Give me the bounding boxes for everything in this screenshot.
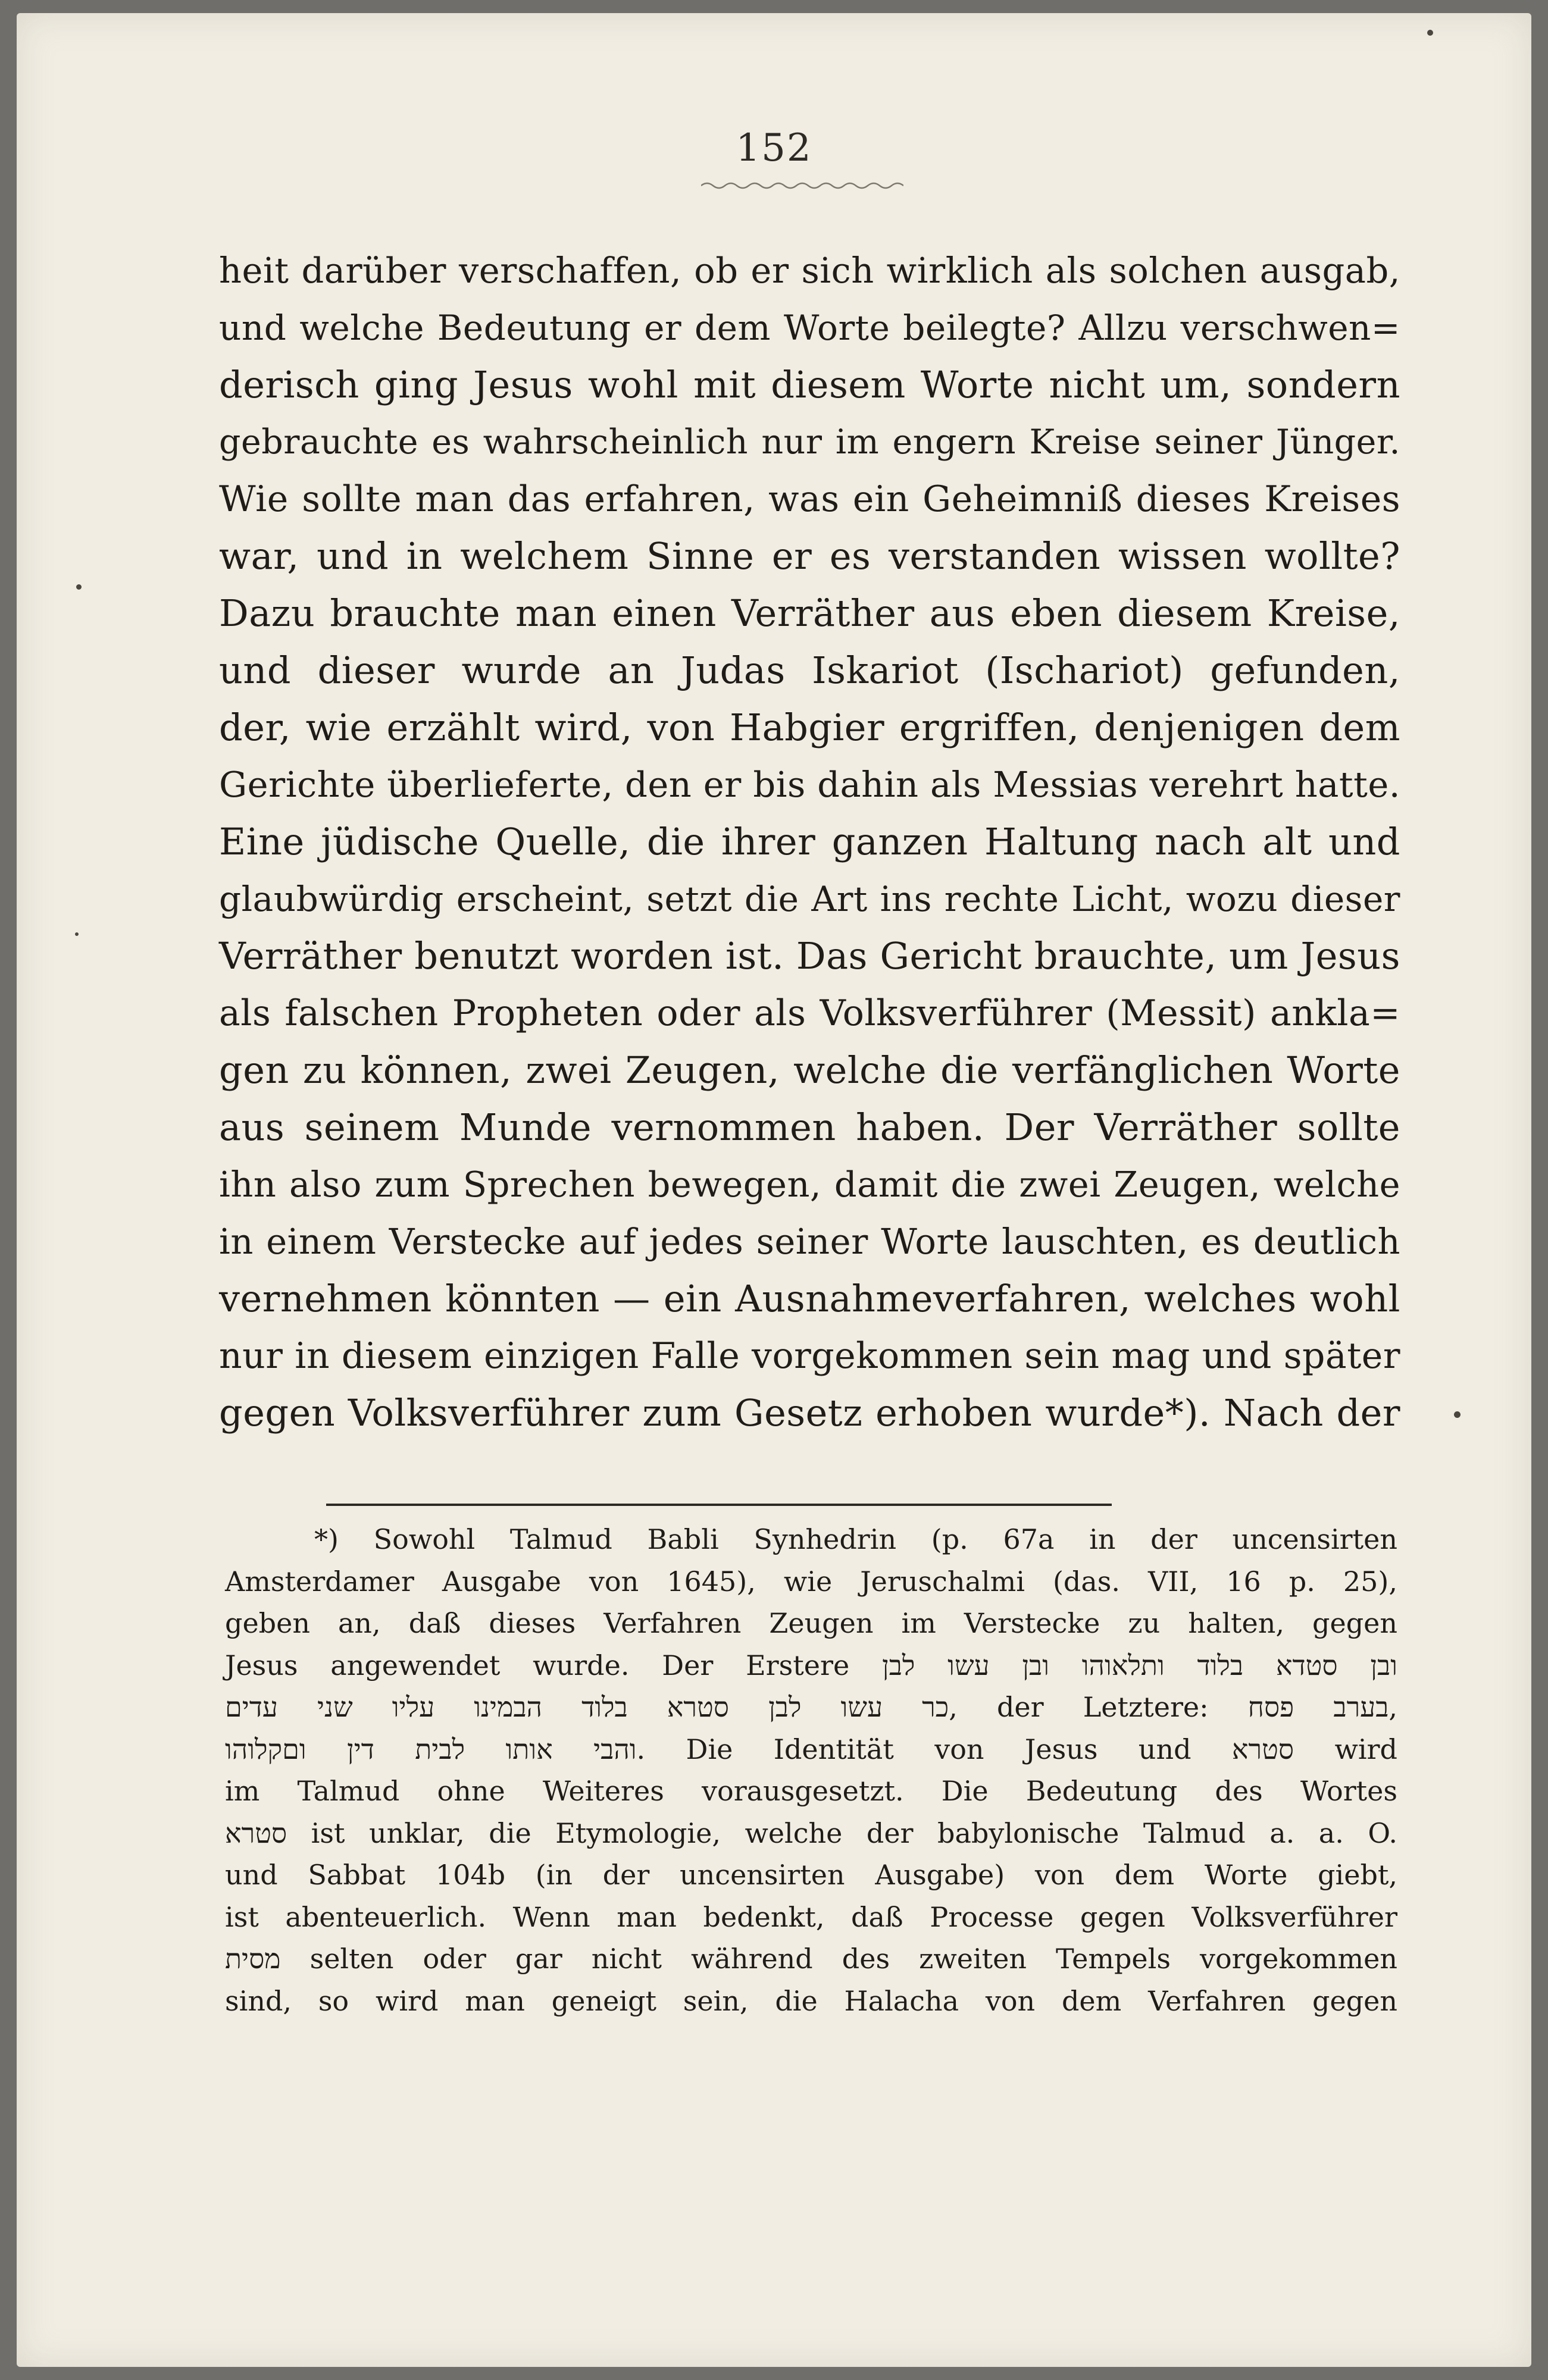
- text-line: ihn also zum Sprechen bewegen, damit die zwei Zeugen, welche: [219, 1164, 1400, 1205]
- text-line: aus seinem Munde vernommen haben. Der Verräther sollte: [219, 1106, 1400, 1149]
- footnote-line: und Sabbat 104b (in der uncensirten Ausgabe) von dem Worte giebt,: [225, 1859, 1397, 1891]
- footnote-line: Jesus angewendet wurde. Der Erstere ובן סטדא בלוד ותלאוהו ובן עשו לבן: [225, 1649, 1397, 1681]
- text-line: der, wie erzählt wird, von Habgier ergriffen, denjenigen dem: [219, 706, 1400, 749]
- text-line: gen zu können, zwei Zeugen, welche die verfänglichen Worte: [219, 1048, 1400, 1092]
- paper-speck: [75, 932, 79, 936]
- text-line: vernehmen könnten — ein Ausnahmeverfahren, welches wohl: [219, 1277, 1400, 1320]
- paper-speck: [1454, 1411, 1461, 1418]
- footnote-line: geben an, daß dieses Verfahren Zeugen im Verstecke zu halten, gegen: [225, 1607, 1397, 1639]
- text-line: und welche Bedeutung er dem Worte beilegte? Allzu verschwen=: [219, 308, 1400, 348]
- text-line: Verräther benutzt worden ist. Das Gericht brauchte, um Jesus: [219, 934, 1400, 978]
- paper-speck: [76, 584, 82, 590]
- text-line: war, und in welchem Sinne er es verstanden wissen wollte?: [219, 534, 1400, 578]
- paper-speck: [1427, 30, 1433, 36]
- footnote-divider: [326, 1504, 1112, 1506]
- book-page: [17, 13, 1531, 2367]
- text-line: derisch ging Jesus wohl mit diesem Worte nicht um, sondern: [219, 363, 1400, 406]
- decorative-ornament: [701, 178, 903, 193]
- footnote-line: מסית selten oder gar nicht während des zweiten Tempels vorgekommen: [225, 1943, 1397, 1975]
- text-line: Gerichte überlieferte, den er bis dahin als Messias verehrt hatte.: [219, 764, 1400, 805]
- text-line: Eine jüdische Quelle, die ihrer ganzen Haltung nach alt und: [219, 820, 1400, 863]
- text-line: in einem Verstecke auf jedes seiner Worte lauschten, es deutlich: [219, 1221, 1400, 1262]
- text-line: als falschen Propheten oder als Volksverführer (Messit) ankla=: [219, 992, 1400, 1034]
- footnote-line: ist abenteuerlich. Wenn man bedenkt, daß Processe gegen Volksverführer: [225, 1900, 1397, 1933]
- text-line: glaubwürdig erscheint, setzt die Art ins rechte Licht, wozu dieser: [219, 879, 1400, 919]
- footnote-line: sind, so wird man geneigt sein, die Halacha von dem Verfahren gegen: [225, 1984, 1397, 2017]
- page-number: 152: [736, 126, 812, 170]
- text-line: Wie sollte man das erfahren, was ein Geheimniß dieses Kreises: [219, 478, 1400, 520]
- footnote-line: כר עשו לבן סטרא בלוד הבמינו עליו שני עדים, der Letztere: בערב פסח,: [225, 1691, 1397, 1723]
- text-line: heit darüber verschaffen, ob er sich wirklich als solchen ausgab,: [219, 250, 1400, 291]
- footnote: [225, 1518, 1397, 2022]
- footnote-line: סטרא ist unklar, die Etymologie, welche der babylonische Talmud a. a. O.: [225, 1817, 1397, 1849]
- text-line: gegen Volksverführer zum Gesetz erhoben wurde*). Nach der: [219, 1391, 1400, 1435]
- main-text: [219, 242, 1400, 1442]
- text-line: nur in diesem einzigen Falle vorgekommen sein mag und später: [219, 1335, 1400, 1377]
- footnote-line: Amsterdamer Ausgabe von 1645), wie Jeruschalmi (das. VII, 16 p. 25),: [225, 1565, 1397, 1598]
- footnote-line: im Talmud ohne Weiteres vorausgesetzt. Die Bedeutung des Wortes: [225, 1775, 1397, 1807]
- footnote-line: והבי אותו לבית דין וםקלוהו. Die Identität von Jesus und סטרא wird: [225, 1733, 1397, 1765]
- text-line: Dazu brauchte man einen Verräther aus eben diesem Kreise,: [219, 591, 1400, 635]
- text-line: und dieser wurde an Judas Iskariot (Ischariot) gefunden,: [219, 649, 1400, 692]
- footnote-line: *) Sowohl Talmud Babli Synhedrin (p. 67a in der uncensirten: [314, 1523, 1397, 1555]
- text-line: gebrauchte es wahrscheinlich nur im engern Kreise seiner Jünger.: [219, 422, 1400, 462]
